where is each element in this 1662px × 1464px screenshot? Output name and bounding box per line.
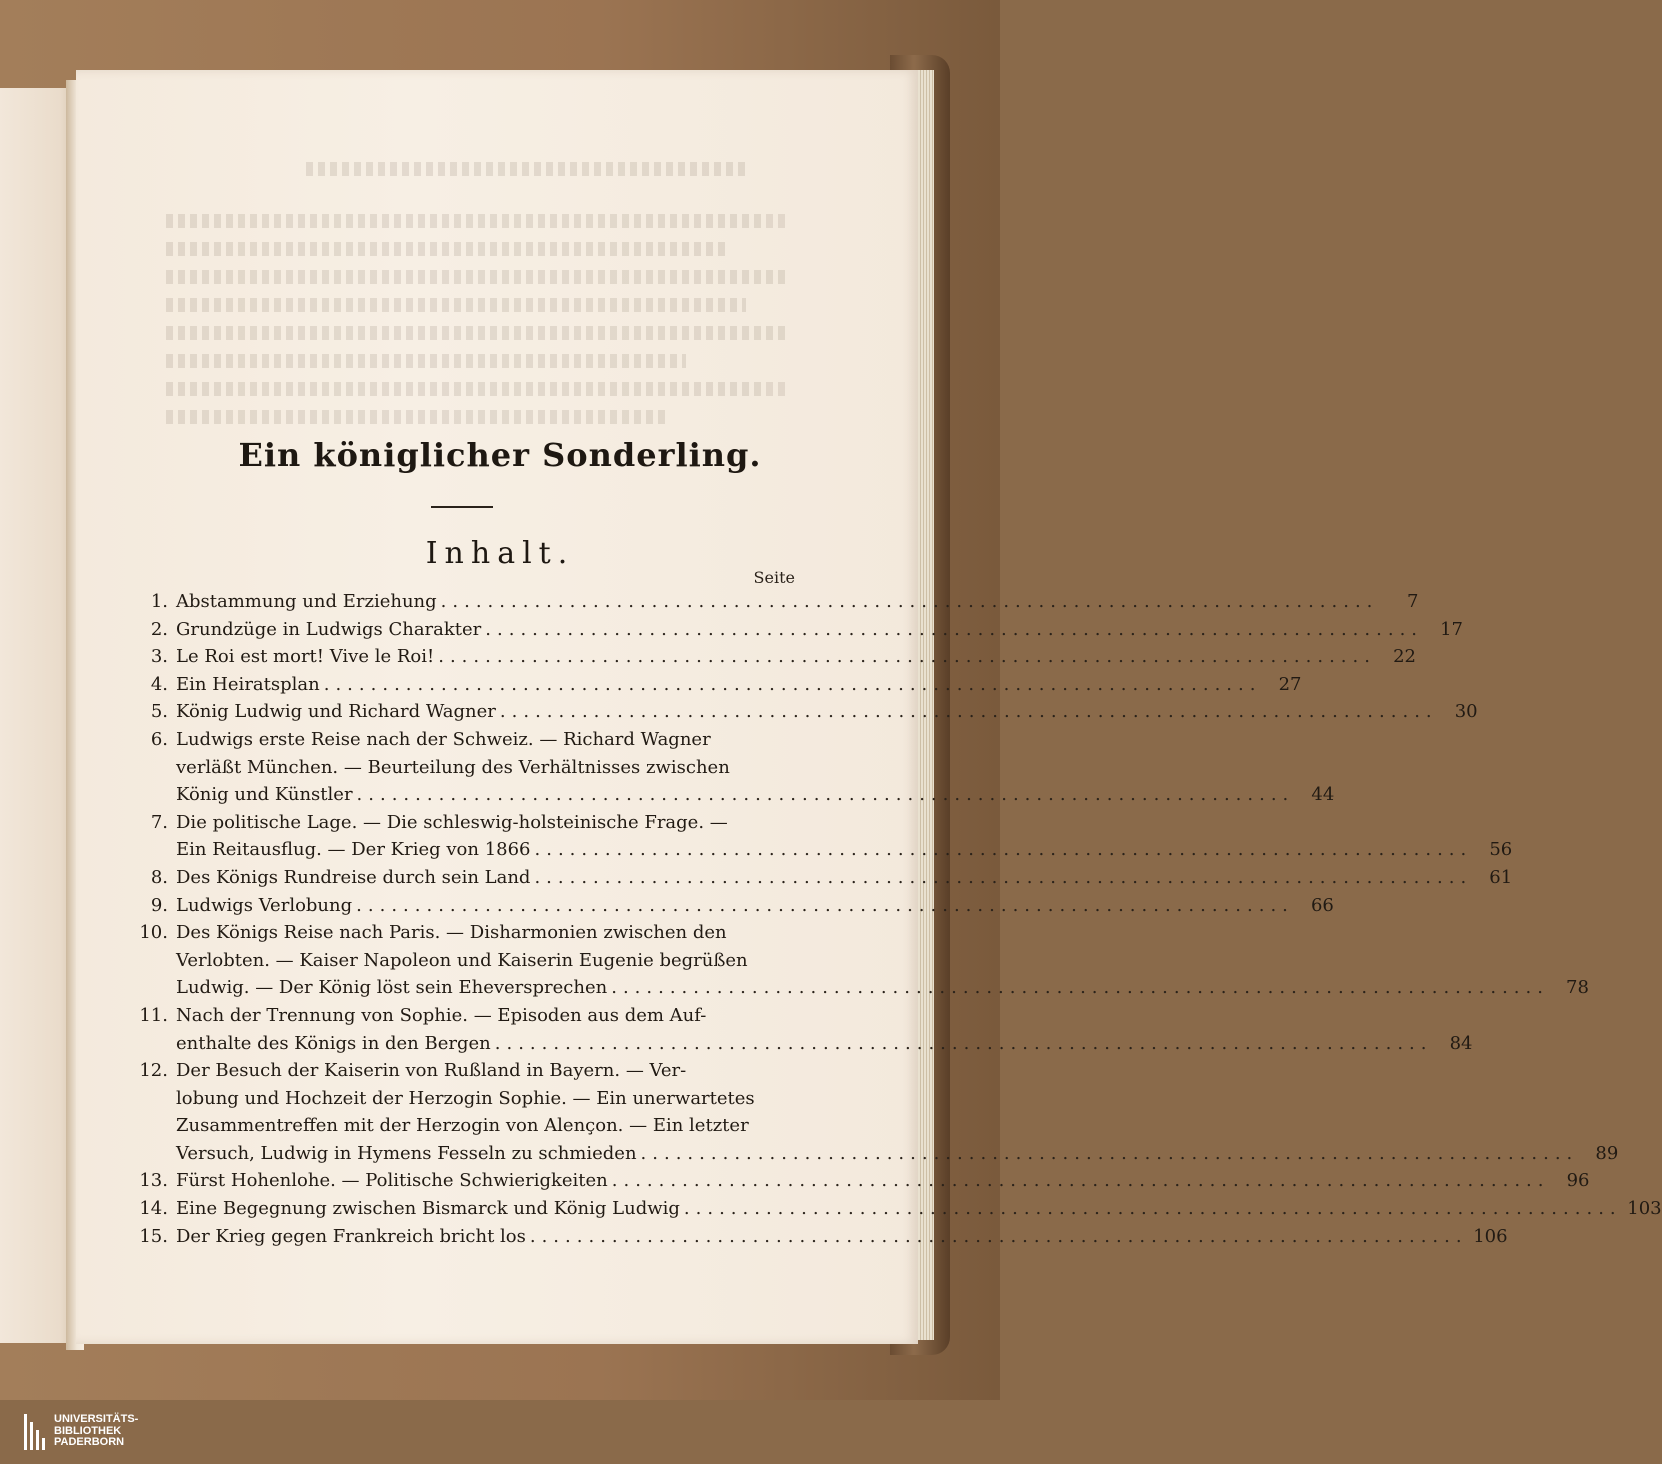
toc-entry-page: 103 bbox=[1627, 1198, 1662, 1220]
toc-entry-line bbox=[176, 892, 1334, 920]
toc-entry-number: 6. bbox=[150, 728, 168, 750]
toc-entry-line bbox=[176, 864, 1512, 892]
toc-entry-page: 17 bbox=[1440, 618, 1464, 640]
library-logo-mark bbox=[24, 1414, 48, 1450]
dot-leader: ................................................................................ bbox=[356, 784, 1295, 806]
toc-entry-line bbox=[176, 1223, 1508, 1251]
toc-entry-body bbox=[168, 1167, 1590, 1195]
toc-entry-title: Ein Reitausflug. — Der Krieg von 1866 bbox=[176, 839, 531, 861]
toc-entry bbox=[136, 726, 1335, 809]
toc-entry-title: Zusammentreffen mit der Herzogin von Alençon. — Ein letzter bbox=[176, 1115, 749, 1137]
toc-entry bbox=[136, 643, 1416, 671]
toc-entry-title: verläßt München. — Beurteilung des Verhältnisses zwischen bbox=[176, 756, 730, 778]
toc-entry-body bbox=[168, 726, 1334, 809]
toc-entry bbox=[136, 892, 1334, 920]
toc-entry bbox=[136, 1195, 1662, 1223]
toc-entry-page: 96 bbox=[1566, 1170, 1590, 1192]
toc-entry-title: Ein Heiratsplan bbox=[176, 673, 320, 695]
toc-entry bbox=[136, 1002, 1473, 1057]
dot-leader: ................................................................................ bbox=[356, 894, 1294, 916]
toc-entry-title: Ludwig. — Der König löst sein Eheversprechen bbox=[176, 977, 608, 999]
dot-leader: ................................................................................ bbox=[611, 1170, 1550, 1192]
title-divider bbox=[431, 506, 493, 508]
toc-entry-body bbox=[168, 588, 1418, 616]
toc-entry-line bbox=[176, 919, 1589, 947]
toc-entry-title: Verlobten. — Kaiser Napoleon und Kaiserin Eugenie begrüßen bbox=[176, 949, 748, 971]
toc-entry bbox=[136, 671, 1302, 699]
dot-leader: ................................................................................ bbox=[494, 1032, 1433, 1054]
toc-entry-line bbox=[176, 1085, 1618, 1113]
toc-entry-line bbox=[176, 974, 1589, 1002]
toc-entry-number: 9. bbox=[150, 894, 168, 916]
toc-entry bbox=[136, 809, 1513, 864]
toc-entry-title: Nach der Trennung von Sophie. — Episoden aus dem Auf- bbox=[176, 1004, 707, 1026]
dot-leader: ................................................................................ bbox=[323, 673, 1262, 695]
toc-entry-line bbox=[176, 809, 1512, 837]
toc-entry-title: lobung und Hochzeit der Herzogin Sophie. — Ein unerwartetes bbox=[176, 1087, 755, 1109]
toc-entry-line bbox=[176, 1002, 1472, 1030]
toc-entry-title: Der Krieg gegen Frankreich bricht los bbox=[176, 1225, 526, 1247]
toc-entry-number: 4. bbox=[150, 673, 168, 695]
toc-entry-number: 14. bbox=[139, 1198, 168, 1220]
toc-entry-title: König Ludwig und Richard Wagner bbox=[176, 701, 496, 723]
toc-entry-body bbox=[168, 698, 1478, 726]
dot-leader: ................................................................................ bbox=[534, 866, 1473, 888]
dot-leader: ................................................................................ bbox=[611, 977, 1549, 999]
toc-entry-title: Le Roi est mort! Vive le Roi! bbox=[176, 646, 435, 668]
toc-entry-title: Eine Begegnung zwischen Bismarck und König Ludwig bbox=[176, 1198, 680, 1220]
toc-entry-body bbox=[168, 616, 1463, 644]
toc-entry-number: 8. bbox=[150, 866, 168, 888]
toc-entry-body bbox=[168, 1223, 1508, 1251]
toc-entry-title: Fürst Hohenlohe. — Politische Schwierigkeiten bbox=[176, 1170, 608, 1192]
toc-entry-number: 12. bbox=[139, 1060, 168, 1082]
toc-heading: Inhalt. bbox=[425, 536, 575, 571]
toc-entry-body bbox=[168, 1002, 1472, 1057]
toc-entry-page: 30 bbox=[1454, 701, 1478, 723]
toc-entry-line bbox=[176, 1112, 1618, 1140]
dot-leader: ................................................................................ bbox=[499, 701, 1438, 723]
toc-entry bbox=[136, 919, 1589, 1002]
toc-entry-page: 106 bbox=[1473, 1225, 1508, 1247]
toc-entry-number: 1. bbox=[150, 591, 168, 612]
toc-entry-line bbox=[176, 836, 1512, 864]
toc-entry-page: 89 bbox=[1595, 1142, 1619, 1164]
toc-entry bbox=[136, 1057, 1619, 1167]
toc-entry-body bbox=[168, 1057, 1618, 1167]
toc-entry-title: Des Königs Reise nach Paris. — Disharmonien zwischen den bbox=[176, 922, 727, 944]
page-column-header: Seite bbox=[753, 568, 795, 587]
toc-entry-page: 84 bbox=[1449, 1032, 1473, 1054]
toc-entry-body bbox=[168, 1195, 1662, 1223]
toc-entry-title: Der Besuch der Kaiserin von Rußland in Bayern. — Ver- bbox=[176, 1060, 687, 1082]
toc-entry-page: 27 bbox=[1278, 673, 1302, 695]
toc-entry-page: 22 bbox=[1393, 646, 1416, 668]
toc-entry-body bbox=[168, 864, 1512, 892]
toc-entry-title: König und Künstler bbox=[176, 784, 353, 806]
toc-entry-line bbox=[176, 1195, 1662, 1223]
toc-entry-number: 15. bbox=[139, 1225, 168, 1247]
library-logo-text: UNIVERSITÄTS- BIBLIOTHEK PADERBORN bbox=[54, 1413, 139, 1448]
dot-leader: ................................................................................ bbox=[440, 591, 1379, 612]
toc-entry-body bbox=[168, 919, 1589, 1002]
dot-leader: ................................................................................ bbox=[529, 1225, 1468, 1247]
dot-leader: ................................................................................ bbox=[683, 1198, 1622, 1220]
toc-entry-title: Grundzüge in Ludwigs Charakter bbox=[176, 618, 482, 640]
toc-entry-body bbox=[168, 671, 1301, 699]
left-page bbox=[0, 88, 75, 1343]
toc-entry-body bbox=[168, 643, 1416, 671]
toc-entry-title: Versuch, Ludwig in Hymens Fesseln zu schmieden bbox=[176, 1142, 637, 1164]
toc-entry-line bbox=[176, 698, 1478, 726]
toc-entry-line bbox=[176, 671, 1301, 699]
toc-entry-line bbox=[176, 1167, 1590, 1195]
toc-entry-page: 7 bbox=[1406, 591, 1419, 612]
dot-leader: ................................................................................ bbox=[640, 1142, 1579, 1164]
toc-entry-title: enthalte des Königs in den Bergen bbox=[176, 1032, 491, 1054]
toc-entry-title: Die politische Lage. — Die schleswig-holsteinische Frage. — bbox=[176, 811, 728, 833]
toc-entry-line bbox=[176, 1057, 1618, 1085]
dot-leader: ................................................................................ bbox=[534, 839, 1473, 861]
toc-entry-body bbox=[168, 892, 1334, 920]
toc-entry-title: Ludwigs erste Reise nach der Schweiz. — Richard Wagner bbox=[176, 728, 711, 750]
toc-entry-title: Ludwigs Verlobung bbox=[176, 894, 353, 916]
toc-entry bbox=[136, 864, 1513, 892]
toc-entry-page: 66 bbox=[1310, 894, 1334, 916]
toc-entry bbox=[136, 698, 1478, 726]
library-logo bbox=[24, 1414, 138, 1450]
toc-entry-number: 10. bbox=[139, 922, 168, 944]
toc-entry-line bbox=[176, 726, 1334, 754]
dot-leader: ................................................................................ bbox=[438, 646, 1376, 668]
toc-entry-title: Abstammung und Erziehung bbox=[176, 591, 437, 612]
toc-entry-number: 5. bbox=[150, 701, 168, 723]
toc-entry-number: 13. bbox=[139, 1170, 168, 1192]
dot-leader: ................................................................................ bbox=[485, 618, 1424, 640]
toc-entry-line bbox=[176, 1030, 1472, 1058]
toc-entry-line bbox=[176, 643, 1416, 671]
toc-entry-page: 78 bbox=[1566, 977, 1589, 999]
toc-entry-page: 56 bbox=[1489, 839, 1513, 861]
toc-entry-body bbox=[168, 809, 1512, 864]
toc-entry-line bbox=[176, 781, 1334, 809]
toc-entry-line bbox=[176, 754, 1334, 782]
toc-entry-number: 3. bbox=[150, 646, 168, 668]
toc-entry bbox=[136, 616, 1464, 644]
toc-entry-line bbox=[176, 588, 1418, 616]
toc-entry bbox=[136, 1167, 1590, 1195]
toc-entry-line bbox=[176, 947, 1589, 975]
toc-entry-page: 44 bbox=[1311, 784, 1335, 806]
toc-entry-page: 61 bbox=[1489, 866, 1513, 888]
toc-entry-number: 7. bbox=[150, 811, 168, 833]
toc-entry-number: 11. bbox=[139, 1004, 168, 1026]
toc-entry-line bbox=[176, 616, 1463, 644]
table-of-contents bbox=[136, 588, 1662, 1250]
toc-entry bbox=[136, 588, 1419, 616]
toc-entry-number: 2. bbox=[150, 618, 168, 640]
page-title: Ein königlicher Sonderling. bbox=[238, 436, 762, 474]
toc-entry bbox=[136, 1223, 1508, 1251]
toc-entry-title: Des Königs Rundreise durch sein Land bbox=[176, 866, 531, 888]
toc-entry-line bbox=[176, 1140, 1618, 1168]
